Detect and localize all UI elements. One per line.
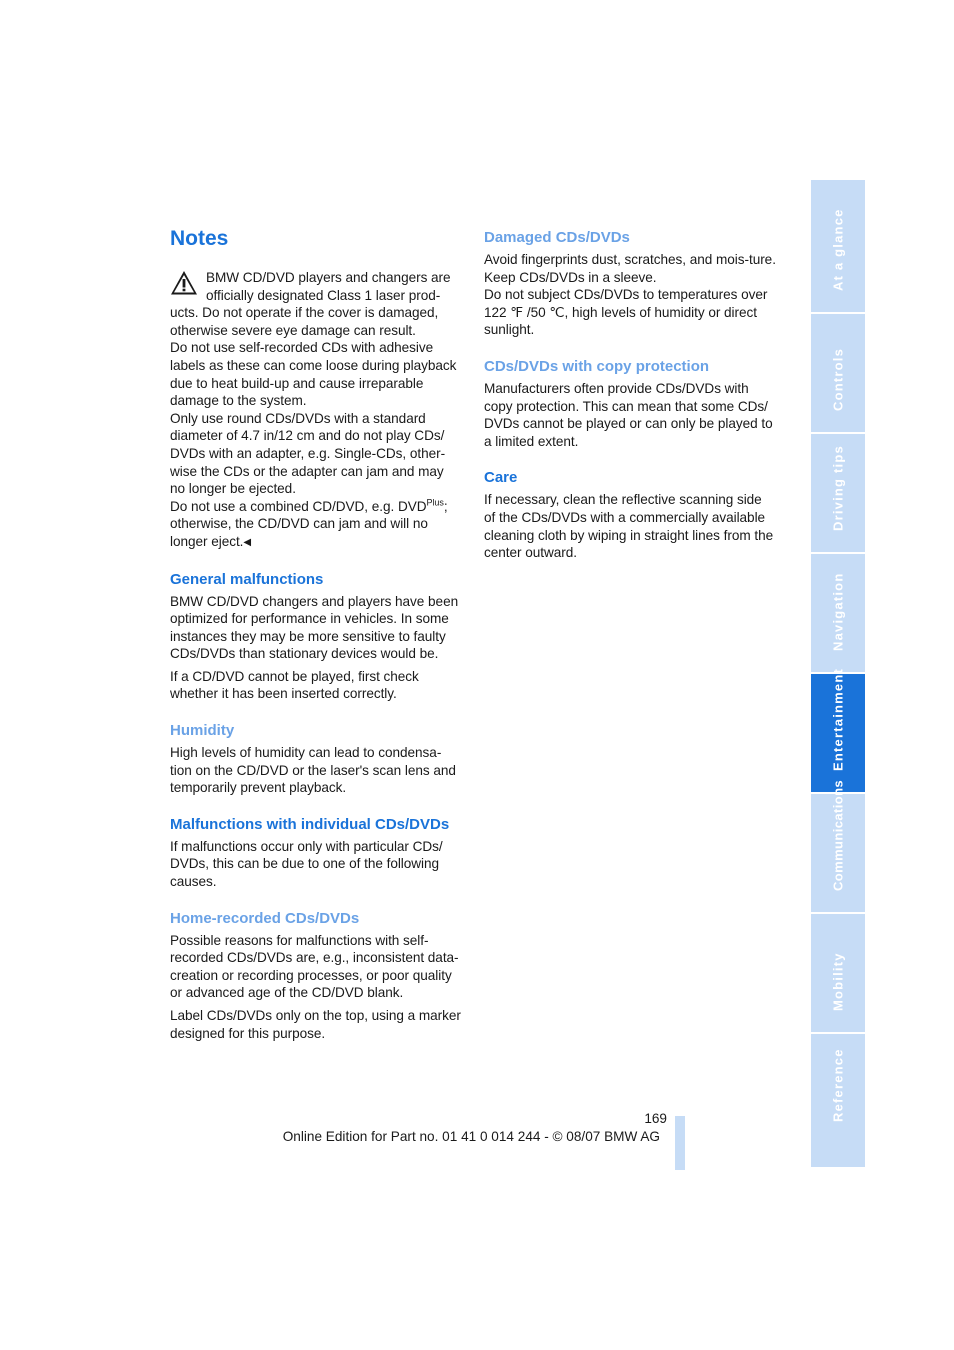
home-recorded-text-2: Label CDs/DVDs only on the top, using a marker designed for this purpose. xyxy=(170,1008,461,1041)
tab-label: Controls xyxy=(830,347,846,411)
damaged-text-3: Do not subject CDs/DVDs to temperatures over 122 ℉ /50 ℃, high levels of humidity or direct sunlight. xyxy=(484,287,768,338)
heading-damaged: Damaged CDs/DVDs xyxy=(484,229,630,246)
section-general-malfunctions xyxy=(170,570,462,704)
tab-label: Driving tips xyxy=(830,445,846,531)
edition-footer: Online Edition for Part no. 01 41 0 014 244 - © 08/07 BMW AG xyxy=(282,1129,660,1144)
tab-driving-tips[interactable] xyxy=(811,434,865,552)
right-column xyxy=(484,226,776,562)
tab-mobility[interactable] xyxy=(811,914,865,1032)
section-care xyxy=(484,468,776,561)
care-text: If necessary, clean the reflective scanning side of the CDs/DVDs with a commercially available cleaning cloth by wiping in straight lines from the center outward. xyxy=(484,492,774,561)
damaged-text-2: Keep CDs/DVDs in a sleeve. xyxy=(484,269,657,285)
page-title: Notes xyxy=(170,227,229,250)
tab-label: Entertainment xyxy=(830,667,846,771)
heading-home-recorded: Home-recorded CDs/DVDs xyxy=(170,909,360,927)
tab-label: Reference xyxy=(830,1048,846,1122)
general-malfunctions-text-2: If a CD/DVD cannot be played, first check whether it has been inserted correctly. xyxy=(170,668,419,702)
tab-entertainment[interactable] xyxy=(811,667,865,792)
damaged-text-1: Avoid fingerprints dust, scratches, and mois-ture. xyxy=(484,252,776,267)
chapter-sidebar xyxy=(811,180,865,1167)
heading-general-malfunctions: General malfunctions xyxy=(170,570,324,588)
plus-superscript: Plus xyxy=(426,497,444,508)
section-damaged xyxy=(484,228,776,339)
tab-label: Mobility xyxy=(830,952,846,1011)
warning-text-3: Only use round CDs/DVDs with a standard diameter of 4.7 in/12 cm and do not play CDs/ DVDs with an adapter, e.g. Single-CDs, other-wise the CDs or the adapter can jam and may no longer be ejected. xyxy=(170,410,446,497)
section-home-recorded xyxy=(170,909,462,1043)
tab-controls[interactable] xyxy=(811,314,865,432)
tab-at-a-glance[interactable] xyxy=(811,180,865,312)
tab-label: Communications xyxy=(830,779,846,891)
warning-triangle-icon xyxy=(170,270,198,296)
section-individual-malfunctions xyxy=(170,815,462,891)
section-copy-protection xyxy=(484,357,776,450)
heading-humidity: Humidity xyxy=(170,722,235,740)
home-recorded-text-1: Possible reasons for malfunctions with self-recorded CDs/DVDs are, e.g., inconsistent data-creation or recording processes, or poor quality or advanced age of the CD/DVD blank. xyxy=(170,932,459,1001)
page-marker-bar xyxy=(675,1116,685,1170)
copy-protection-text: Manufacturers often provide CDs/DVDs with copy protection. This can mean that some CDs/ DVDs cannot be played or can only be played to a limited extent. xyxy=(484,380,773,449)
heading-care: Care xyxy=(484,469,518,487)
combined-text-pre: Do not use a combined CD/DVD, e.g. DVD xyxy=(170,498,427,514)
tab-communications[interactable] xyxy=(811,779,865,912)
tab-label: At a glance xyxy=(830,208,846,291)
left-column xyxy=(170,226,462,1042)
tab-navigation[interactable] xyxy=(811,554,865,672)
tab-label: Navigation xyxy=(830,572,846,651)
humidity-text: High levels of humidity can lead to condensa-tion on the CD/DVD or the laser's scan lens and temporarily prevent playback. xyxy=(170,745,456,796)
general-malfunctions-text-1: BMW CD/DVD changers and players have been optimized for performance in vehicles. In some instances they may be more sensitive to faulty CDs/DVDs than stationary devices would be. xyxy=(170,593,459,662)
combined-text-post: ; otherwise, the CD/DVD can jam and will no longer eject. xyxy=(170,498,448,549)
end-mark-icon: ◀ xyxy=(243,536,252,548)
warning-text-1: BMW CD/DVD players and changers are officially designated Class 1 laser prod-ucts. Do not operate if the cover is damaged, otherwise severe eye damage can result. xyxy=(170,270,451,338)
section-humidity xyxy=(170,721,462,797)
page-number: 169 xyxy=(644,1111,667,1126)
individual-malfunctions-text: If malfunctions occur only with particular CDs/ DVDs, this can be due to one of the following causes. xyxy=(170,838,443,890)
warning-text-2: Do not use self-recorded CDs with adhesive labels as these can come loose during playback due to heat build-up and cause irreparable damage to the system. xyxy=(170,340,457,409)
heading-individual-malfunctions: Malfunctions with individual CDs/DVDs xyxy=(170,815,450,833)
heading-copy-protection: CDs/DVDs with copy protection xyxy=(484,357,710,375)
tab-reference[interactable] xyxy=(811,1034,865,1167)
warning-text-4 xyxy=(170,498,462,552)
